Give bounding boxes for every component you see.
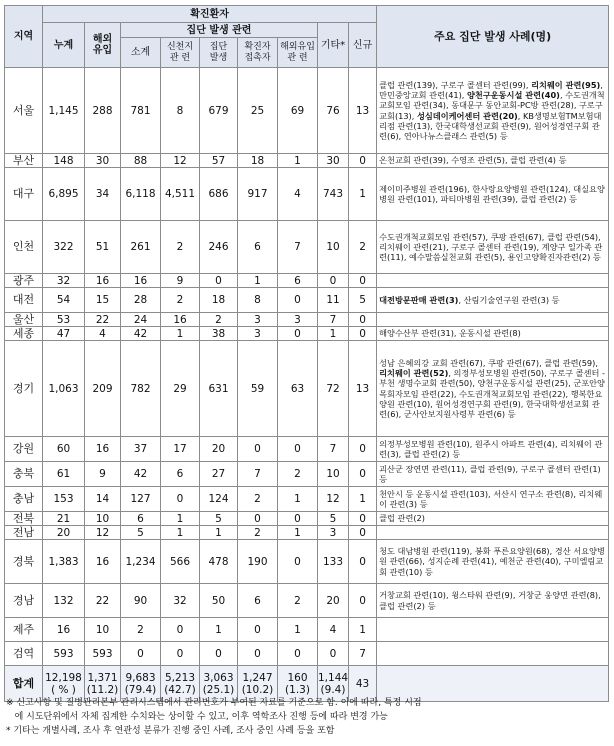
- overseas-related-cell: 1: [278, 618, 318, 642]
- subtotal-cell: 28: [121, 288, 161, 313]
- cluster-cell: 50: [200, 584, 238, 618]
- cases-cell: 수도권개척교회모임 관련(57), 쿠팡 관련(67), 클럽 관련(54), 리치웨이 관련(21), 구로구 콜센터 관련(19), 계양구 일가족 관련(11), 예수말씀실천교회 관련(5), 용인고양확진자관련(2) 등: [377, 221, 609, 274]
- total-cell: 593: [43, 642, 85, 666]
- total-cell: 153: [43, 487, 85, 512]
- cases-cell: [377, 526, 609, 540]
- region-cell: 인천: [5, 221, 43, 274]
- cases-cell: 거창교회 관련(10), 윙스타워 관련(9), 거창군 웅양면 관련(8), 클럽 관련(2) 등: [377, 584, 609, 618]
- new-cell: 0: [349, 437, 377, 462]
- new-cell: 5: [349, 288, 377, 313]
- cases-cell: [377, 618, 609, 642]
- overseas-related-cell: 2: [278, 462, 318, 487]
- contact-cell: 3: [238, 327, 278, 341]
- overseas-related-cell: 0: [278, 540, 318, 584]
- overseas-related-cell: 4: [278, 168, 318, 221]
- shincheonji-cell: 16: [161, 313, 200, 327]
- cases-cell: 청도 대남병원 관련(119), 봉화 푸른요양원(68), 경산 서요양병원 관련(66), 성지순례 관련(41), 예천군 관련(40), 구미엘림교회 관련(10) 등: [377, 540, 609, 584]
- subtotal-cell: 782: [121, 341, 161, 437]
- total-cell: 12,198 ( % ): [43, 666, 85, 702]
- other-cell: 11: [318, 288, 349, 313]
- footnote-line: ※ 신고사항 및 질병관리본부 관리시스템에서 관리번호가 부여된 자료를 기준으로 함. 이에 따라, 특정 시점: [6, 698, 422, 708]
- cases-cell: [377, 642, 609, 666]
- subtotal-cell: 781: [121, 68, 161, 154]
- new-cell: 0: [349, 313, 377, 327]
- new-cell: 7: [349, 642, 377, 666]
- contact-cell: 18: [238, 154, 278, 168]
- shincheonji-cell: 0: [161, 642, 200, 666]
- region-cell: 대전: [5, 288, 43, 313]
- contact-cell: 190: [238, 540, 278, 584]
- cluster-cell: 38: [200, 327, 238, 341]
- subtotal-cell: 24: [121, 313, 161, 327]
- shincheonji-cell: 1: [161, 512, 200, 526]
- footnotes: [6, 696, 606, 738]
- header-overseas-related: 해외유입 관 련: [278, 38, 318, 68]
- subtotal-cell: 9,683 (79.4): [121, 666, 161, 702]
- table-row: [5, 288, 609, 313]
- overseas-cell: 16: [85, 437, 121, 462]
- table-row: [5, 462, 609, 487]
- region-cell: 세종: [5, 327, 43, 341]
- subtotal-cell: 1,234: [121, 540, 161, 584]
- overseas-related-cell: 1: [278, 487, 318, 512]
- region-cell: 제주: [5, 618, 43, 642]
- overseas-cell: 15: [85, 288, 121, 313]
- header-cluster-occurrence: 집단 발생: [200, 38, 238, 68]
- shincheonji-cell: 2: [161, 288, 200, 313]
- new-cell: 0: [349, 154, 377, 168]
- contact-cell: 25: [238, 68, 278, 154]
- other-cell: 743: [318, 168, 349, 221]
- overseas-cell: 30: [85, 154, 121, 168]
- contact-cell: 0: [238, 437, 278, 462]
- cases-cell: 대전방문판매 관련(3), 산림기술연구원 관련(3) 등: [377, 288, 609, 313]
- subtotal-cell: 88: [121, 154, 161, 168]
- shincheonji-cell: 32: [161, 584, 200, 618]
- region-cell: 울산: [5, 313, 43, 327]
- overseas-related-cell: 1: [278, 154, 318, 168]
- contact-cell: 0: [238, 642, 278, 666]
- header-cases: 주요 집단 발생 사례(명): [377, 6, 609, 68]
- shincheonji-cell: 9: [161, 274, 200, 288]
- overseas-related-cell: 2: [278, 584, 318, 618]
- overseas-related-cell: 0: [278, 512, 318, 526]
- covid-cluster-table: [4, 5, 609, 702]
- other-cell: 133: [318, 540, 349, 584]
- total-cell: 132: [43, 584, 85, 618]
- region-cell: 서울: [5, 68, 43, 154]
- new-cell: 0: [349, 327, 377, 341]
- other-cell: 5: [318, 512, 349, 526]
- subtotal-cell: 127: [121, 487, 161, 512]
- table-row: [5, 327, 609, 341]
- overseas-cell: 9: [85, 462, 121, 487]
- new-cell: 1: [349, 618, 377, 642]
- table-row: [5, 274, 609, 288]
- cluster-cell: 0: [200, 642, 238, 666]
- overseas-related-cell: 6: [278, 274, 318, 288]
- total-cell: 6,895: [43, 168, 85, 221]
- table-row: [5, 68, 609, 154]
- cluster-cell: 27: [200, 462, 238, 487]
- table-row: [5, 618, 609, 642]
- subtotal-cell: 90: [121, 584, 161, 618]
- table-row: [5, 540, 609, 584]
- contact-cell: 917: [238, 168, 278, 221]
- cluster-cell: 246: [200, 221, 238, 274]
- overseas-cell: 4: [85, 327, 121, 341]
- total-cell: 47: [43, 327, 85, 341]
- subtotal-cell: 16: [121, 274, 161, 288]
- cases-cell: 괴산군 장연면 관련(11), 클럽 관련(9), 구로구 콜센터 관련(1) 등: [377, 462, 609, 487]
- table-row: [5, 584, 609, 618]
- table-row: [5, 526, 609, 540]
- shincheonji-cell: 566: [161, 540, 200, 584]
- overseas-cell: 16: [85, 540, 121, 584]
- overseas-related-cell: 0: [278, 642, 318, 666]
- new-cell: 0: [349, 462, 377, 487]
- shincheonji-cell: 12: [161, 154, 200, 168]
- overseas-related-cell: 160 (1.3): [278, 666, 318, 702]
- region-cell: 검역: [5, 642, 43, 666]
- total-cell: 148: [43, 154, 85, 168]
- table-container: [4, 5, 608, 702]
- shincheonji-cell: 0: [161, 487, 200, 512]
- overseas-cell: 593: [85, 642, 121, 666]
- footnote-line: 에 시도단위에서 자체 집계한 수치와는 상이할 수 있고, 이후 역학조사 진행 등에 따라 변경 가능: [6, 712, 388, 722]
- region-cell: 대구: [5, 168, 43, 221]
- subtotal-cell: 5: [121, 526, 161, 540]
- other-cell: 20: [318, 584, 349, 618]
- total-cell: 16: [43, 618, 85, 642]
- overseas-cell: 51: [85, 221, 121, 274]
- other-cell: 1: [318, 327, 349, 341]
- shincheonji-cell: 4,511: [161, 168, 200, 221]
- new-cell: 0: [349, 526, 377, 540]
- total-cell: 1,383: [43, 540, 85, 584]
- cases-cell: 제이미주병원 관련(196), 한사랑요양병원 관련(124), 대실요양병원 관련(101), 파티마병원 관련(39), 클럽 관련(2) 등: [377, 168, 609, 221]
- contact-cell: 6: [238, 221, 278, 274]
- contact-cell: 7: [238, 462, 278, 487]
- shincheonji-cell: 6: [161, 462, 200, 487]
- overseas-cell: 34: [85, 168, 121, 221]
- cluster-cell: 478: [200, 540, 238, 584]
- cases-cell: 클럽 관련(139), 구로구 콜센터 관련(99), 리치웨이 관련(95), 만민중앙교회 관련(41), 양천구운동시설 관련(40), 수도권개척교회모임 관련(34), 동대문구 동안교회-PC방 관련(28), 구로구 교회(13), 성심데이케어센터 관련(20), KB생명보험TM보험대리점 관련(13), 한국대학생선교회 관련(9), 원어성경연구회 관련(6), 연아나뉴스클래스 관련(5) 등: [377, 68, 609, 154]
- header-other: 기타*: [318, 23, 349, 68]
- cluster-cell: 124: [200, 487, 238, 512]
- table-row: [5, 313, 609, 327]
- header-new: 신규: [349, 23, 377, 68]
- header-shincheonji: 신천지 관 련: [161, 38, 200, 68]
- shincheonji-cell: 2: [161, 221, 200, 274]
- overseas-related-cell: 3: [278, 313, 318, 327]
- table-row: [5, 154, 609, 168]
- new-cell: 13: [349, 68, 377, 154]
- shincheonji-cell: 29: [161, 341, 200, 437]
- region-cell: 전북: [5, 512, 43, 526]
- new-cell: 0: [349, 540, 377, 584]
- overseas-cell: 209: [85, 341, 121, 437]
- cluster-cell: 1: [200, 526, 238, 540]
- subtotal-cell: 6: [121, 512, 161, 526]
- header-contact: 확진자 접촉자: [238, 38, 278, 68]
- other-cell: 3: [318, 526, 349, 540]
- shincheonji-cell: 0: [161, 618, 200, 642]
- header-cumulative: 누계: [43, 23, 85, 68]
- total-cell: 1,145: [43, 68, 85, 154]
- total-cell: 60: [43, 437, 85, 462]
- new-cell: 1: [349, 487, 377, 512]
- overseas-related-cell: 7: [278, 221, 318, 274]
- cluster-cell: 631: [200, 341, 238, 437]
- cases-cell: [377, 313, 609, 327]
- cluster-cell: 57: [200, 154, 238, 168]
- region-cell: 강원: [5, 437, 43, 462]
- cases-cell: 의정부성모병원 관련(10), 원주시 아파트 관련(4), 리치웨이 관련(3), 클럽 관련(2) 등: [377, 437, 609, 462]
- shincheonji-cell: 8: [161, 68, 200, 154]
- new-cell: 43: [349, 666, 377, 702]
- contact-cell: 0: [238, 618, 278, 642]
- new-cell: 0: [349, 512, 377, 526]
- overseas-cell: 16: [85, 274, 121, 288]
- shincheonji-cell: 1: [161, 327, 200, 341]
- region-cell: 경남: [5, 584, 43, 618]
- total-cell: 32: [43, 274, 85, 288]
- overseas-cell: 10: [85, 618, 121, 642]
- overseas-related-cell: 0: [278, 437, 318, 462]
- table-row: [5, 437, 609, 462]
- other-cell: 0: [318, 642, 349, 666]
- new-cell: 1: [349, 168, 377, 221]
- other-cell: 7: [318, 313, 349, 327]
- overseas-cell: 22: [85, 584, 121, 618]
- region-cell: 전남: [5, 526, 43, 540]
- overseas-cell: 1,371 (11.2): [85, 666, 121, 702]
- other-cell: 10: [318, 462, 349, 487]
- overseas-related-cell: 63: [278, 341, 318, 437]
- subtotal-cell: 261: [121, 221, 161, 274]
- region-cell: 합계: [5, 666, 43, 702]
- subtotal-cell: 0: [121, 642, 161, 666]
- other-cell: 12: [318, 487, 349, 512]
- contact-cell: 59: [238, 341, 278, 437]
- new-cell: 13: [349, 341, 377, 437]
- cases-cell: 온천교회 관련(39), 수영조 관련(5), 클럽 관련(4) 등: [377, 154, 609, 168]
- overseas-related-cell: 0: [278, 327, 318, 341]
- new-cell: 0: [349, 584, 377, 618]
- other-cell: 1,144 (9.4): [318, 666, 349, 702]
- overseas-related-cell: 1: [278, 526, 318, 540]
- other-cell: 0: [318, 274, 349, 288]
- header-overseas: 해외 유입: [85, 23, 121, 68]
- overseas-cell: 288: [85, 68, 121, 154]
- table-row: [5, 512, 609, 526]
- region-cell: 충남: [5, 487, 43, 512]
- overseas-related-cell: 69: [278, 68, 318, 154]
- cases-cell: 해양수산부 관련(31), 운동시설 관련(8): [377, 327, 609, 341]
- total-cell: 61: [43, 462, 85, 487]
- contact-cell: 8: [238, 288, 278, 313]
- other-cell: 4: [318, 618, 349, 642]
- table-row: [5, 341, 609, 437]
- table-row: [5, 487, 609, 512]
- subtotal-cell: 37: [121, 437, 161, 462]
- region-cell: 경북: [5, 540, 43, 584]
- subtotal-cell: 2: [121, 618, 161, 642]
- other-cell: 76: [318, 68, 349, 154]
- new-cell: 2: [349, 221, 377, 274]
- cluster-cell: 3,063 (25.1): [200, 666, 238, 702]
- cases-cell: [377, 274, 609, 288]
- table-row: [5, 221, 609, 274]
- header-confirmed: 확진환자: [43, 6, 377, 23]
- new-cell: 0: [349, 274, 377, 288]
- table-row: [5, 642, 609, 666]
- cluster-cell: 5: [200, 512, 238, 526]
- contact-cell: 0: [238, 512, 278, 526]
- cases-cell: 천안시 등 운동시설 관련(103), 서산시 연구소 관련(8), 리치웨이 관련(3) 등: [377, 487, 609, 512]
- contact-cell: 2: [238, 487, 278, 512]
- header-region: 지역: [5, 6, 43, 68]
- region-cell: 광주: [5, 274, 43, 288]
- subtotal-cell: 42: [121, 462, 161, 487]
- total-cell: 21: [43, 512, 85, 526]
- header-subtotal: 소계: [121, 38, 161, 68]
- contact-cell: 1: [238, 274, 278, 288]
- total-cell: 1,063: [43, 341, 85, 437]
- region-cell: 충북: [5, 462, 43, 487]
- cases-cell: 클럽 관련(2): [377, 512, 609, 526]
- overseas-cell: 14: [85, 487, 121, 512]
- cluster-cell: 686: [200, 168, 238, 221]
- cluster-cell: 2: [200, 313, 238, 327]
- footnote-line: * 기타는 개별사례, 조사 후 연관성 분류가 진행 중인 사례, 조사 중인 사례 등을 포함: [6, 726, 335, 736]
- contact-cell: 1,247 (10.2): [238, 666, 278, 702]
- other-cell: 30: [318, 154, 349, 168]
- other-cell: 10: [318, 221, 349, 274]
- cluster-cell: 18: [200, 288, 238, 313]
- shincheonji-cell: 17: [161, 437, 200, 462]
- overseas-related-cell: 0: [278, 288, 318, 313]
- overseas-cell: 10: [85, 512, 121, 526]
- region-cell: 부산: [5, 154, 43, 168]
- contact-cell: 2: [238, 526, 278, 540]
- cluster-cell: 20: [200, 437, 238, 462]
- other-cell: 72: [318, 341, 349, 437]
- cases-cell: 성남 은혜의강 교회 관련(67), 쿠팡 관련(67), 클럽 관련(59), 리치웨이 관련(52), 의정부성모병원 관련(50), 구로구 콜센터 - 부천 생명수교회 관련(50), 양천구운동시설 관련(25), 군포안양목회자모임 관련(22), 수도권개척교회모임 관련(22), 행복한요양원 관련(10), 원어성경연구회 관련(9), 한국대학생선교회 관련(6), 군사안보지원사령부 관련(6) 등: [377, 341, 609, 437]
- other-cell: 7: [318, 437, 349, 462]
- cluster-cell: 1: [200, 618, 238, 642]
- subtotal-cell: 6,118: [121, 168, 161, 221]
- overseas-cell: 12: [85, 526, 121, 540]
- total-cell: 53: [43, 313, 85, 327]
- subtotal-cell: 42: [121, 327, 161, 341]
- overseas-cell: 22: [85, 313, 121, 327]
- region-cell: 경기: [5, 341, 43, 437]
- shincheonji-cell: 1: [161, 526, 200, 540]
- cluster-cell: 0: [200, 274, 238, 288]
- total-cell: 322: [43, 221, 85, 274]
- contact-cell: 3: [238, 313, 278, 327]
- cluster-cell: 679: [200, 68, 238, 154]
- header-cluster: 집단 발생 관련: [121, 23, 318, 38]
- total-cell: 20: [43, 526, 85, 540]
- table-row: [5, 168, 609, 221]
- total-cell: 54: [43, 288, 85, 313]
- contact-cell: 6: [238, 584, 278, 618]
- shincheonji-cell: 5,213 (42.7): [161, 666, 200, 702]
